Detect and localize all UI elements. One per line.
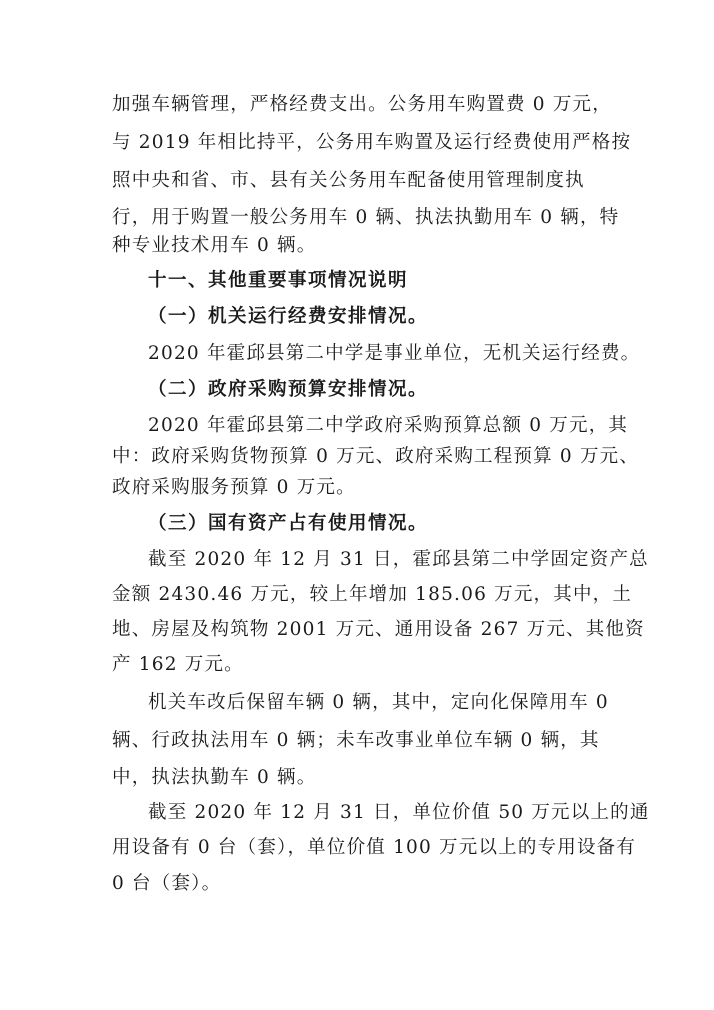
body-text-line: 中，执法执勤车 0 辆。 bbox=[112, 767, 317, 788]
body-text-line: 种专业技术用车 0 辆。 bbox=[112, 235, 317, 256]
body-text-line: 2020 年霍邱县第二中学是事业单位，无机关运行经费。 bbox=[148, 343, 641, 364]
body-text-line: 机关车改后保留车辆 0 辆，其中，定向化保障用车 0 bbox=[148, 692, 609, 713]
subsection-heading: （二）政府采购预算安排情况。 bbox=[148, 379, 429, 400]
body-text-line: 与 2019 年相比持平，公务用车购置及运行经费使用严格按 bbox=[112, 132, 632, 153]
body-text-line: 产 162 万元。 bbox=[112, 654, 244, 675]
body-text-line: 辆、行政执法用车 0 辆；未车改事业单位车辆 0 辆，其 bbox=[112, 730, 600, 751]
body-text-line: 截至 2020 年 12 月 31 日，霍邱县第二中学固定资产总 bbox=[148, 549, 649, 570]
body-text-line: 加强车辆管理，严格经费支出。公务用车购置费 0 万元， bbox=[112, 94, 612, 115]
body-text-line: 用设备有 0 台（套），单位价值 100 万元以上的专用设备有 bbox=[112, 837, 637, 858]
body-text-line: 截至 2020 年 12 月 31 日，单位价值 50 万元以上的通 bbox=[148, 802, 650, 823]
body-text-line: 0 台（套）。 bbox=[112, 873, 222, 894]
body-text-line: 地、房屋及构筑物 2001 万元、通用设备 267 万元、其他资 bbox=[112, 619, 645, 640]
body-text-line: 行，用于购置一般公务用车 0 辆、执法执勤用车 0 辆，特 bbox=[112, 207, 620, 228]
section-heading: 十一、其他重要事项情况说明 bbox=[148, 270, 409, 291]
body-text-line: 政府采购服务预算 0 万元。 bbox=[112, 477, 356, 498]
body-text-line: 2020 年霍邱县第二中学政府采购预算总额 0 万元，其 bbox=[148, 415, 629, 436]
subsection-heading: （三）国有资产占有使用情况。 bbox=[148, 513, 429, 534]
body-text-line: 照中央和省、市、县有关公务用车配备使用管理制度执 bbox=[112, 170, 585, 191]
body-text-line: 金额 2430.46 万元，较上年增加 185.06 万元，其中，土 bbox=[112, 584, 633, 605]
subsection-heading: （一）机关运行经费安排情况。 bbox=[148, 306, 429, 327]
body-text-line: 中：政府采购货物预算 0 万元、政府采购工程预算 0 万元、 bbox=[112, 446, 640, 467]
